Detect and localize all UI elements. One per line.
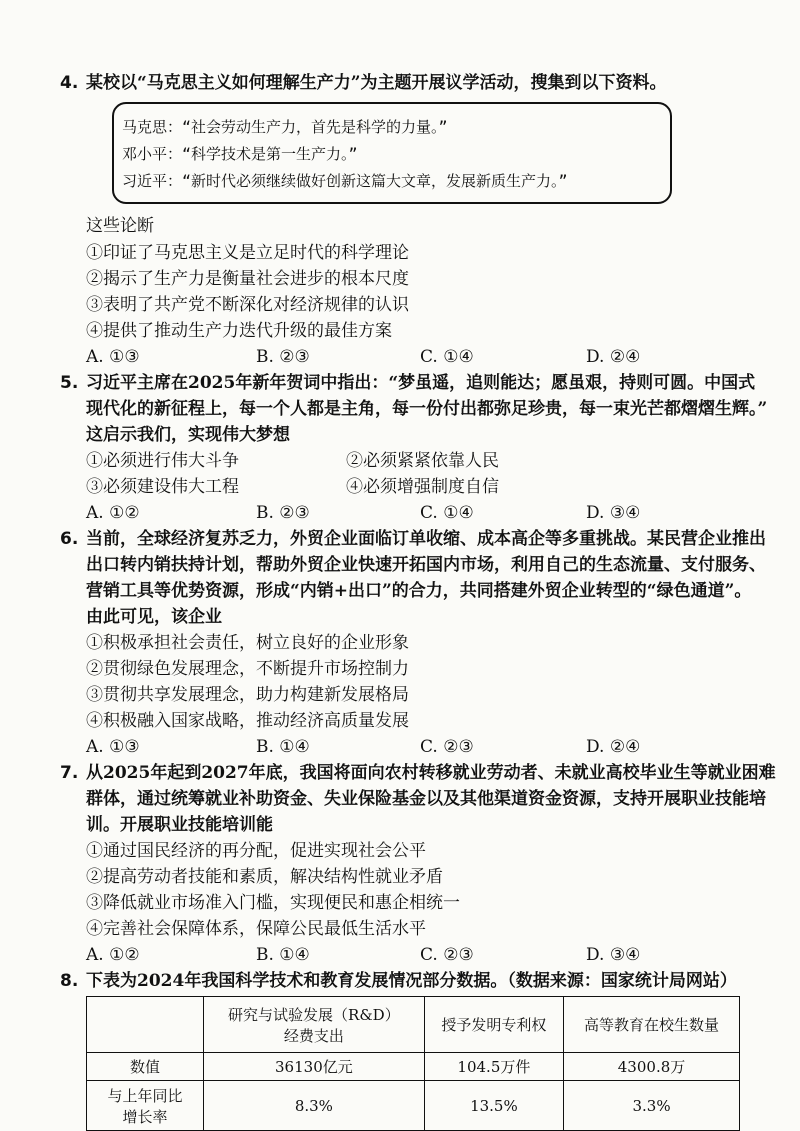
data-table (86, 996, 740, 1131)
quote-line: 马克思：“社会劳动生产力，首先是科学的力量。” (122, 118, 448, 136)
table-cell: 36130亿元 (204, 1053, 425, 1081)
answer-option[interactable]: D. ③④ (586, 945, 641, 965)
statement-item: ③降低就业市场准入门槛，实现便民和惠企相统一 (86, 893, 460, 913)
statement-item: ①印证了马克思主义是立足时代的科学理论 (86, 243, 409, 263)
question-stem: 某校以“马克思主义如何理解生产力”为主题开展议学活动，搜集到以下资料。 (86, 73, 667, 93)
table-header-cell: 高等教育在校生数量 (564, 997, 740, 1053)
answer-option[interactable]: B. ①④ (256, 945, 310, 965)
question-stem: 从2025年起到2027年底，我国将面向农村转移就业劳动者、未就业高校毕业生等就业困难 (86, 763, 776, 783)
question-stem: 习近平主席在2025年新年贺词中指出：“梦虽遥，追则能达；愿虽艰，持则可圆。中国式 (86, 373, 756, 393)
statement-item: ②揭示了生产力是衡量社会进步的根本尺度 (86, 269, 409, 289)
statement-item: ②贯彻绿色发展理念，不断提升市场控制力 (86, 659, 409, 679)
table-row (87, 1053, 740, 1081)
table-row-header: 与上年同比 增长率 (87, 1081, 204, 1131)
answer-option[interactable]: D. ②④ (586, 737, 641, 757)
table-cell: 3.3% (564, 1081, 740, 1131)
answer-option[interactable]: C. ②③ (420, 737, 474, 757)
quote-box (112, 102, 672, 204)
question-stem: 营销工具等优势资源，形成“内销+出口”的合力，共同搭建外贸企业转型的“绿色通道”。 (86, 581, 752, 601)
statement-item: ①积极承担社会责任，树立良好的企业形象 (86, 633, 409, 653)
answer-option[interactable]: D. ③④ (586, 503, 641, 523)
statement-item: ④积极融入国家战略，推动经济高质量发展 (86, 711, 409, 731)
table-cell: 8.3% (204, 1081, 425, 1131)
answer-option[interactable]: A. ①③ (86, 347, 140, 367)
answer-option[interactable]: B. ①④ (256, 737, 310, 757)
answer-option[interactable]: C. ①④ (420, 347, 474, 367)
table-header-cell: 授予发明专利权 (424, 997, 563, 1053)
question-stem: 由此可见，该企业 (86, 607, 222, 627)
table-cell: 104.5万件 (424, 1053, 563, 1081)
answer-option[interactable]: A. ①② (86, 945, 140, 965)
question-stem: 这启示我们，实现伟大梦想 (86, 425, 290, 445)
table-cell: 13.5% (424, 1081, 563, 1131)
answer-option[interactable]: B. ②③ (256, 503, 310, 523)
question-stem: 群体，通过统筹就业补助资金、失业保险基金以及其他渠道资金资源，支持开展职业技能培 (86, 789, 766, 809)
answer-option[interactable]: A. ①③ (86, 737, 140, 757)
table-row (87, 1081, 740, 1131)
statement-item: ③贯彻共享发展理念，助力构建新发展格局 (86, 685, 409, 705)
answer-option[interactable]: C. ②③ (420, 945, 474, 965)
question-number: 8. (60, 971, 79, 991)
question-number: 5. (60, 373, 79, 393)
answer-option[interactable]: D. ②④ (586, 347, 641, 367)
statement-item: ④提供了推动生产力迭代升级的最佳方案 (86, 321, 392, 341)
question-stem: 下表为2024年我国科学技术和教育发展情况部分数据。（数据来源：国家统计局网站） (86, 971, 737, 991)
statement-item: ①通过国民经济的再分配，促进实现社会公平 (86, 841, 426, 861)
answer-option[interactable]: A. ①② (86, 503, 140, 523)
quote-line: 邓小平：“科学技术是第一生产力。” (122, 145, 358, 163)
question-lead: 这些论断 (86, 216, 154, 236)
statement-item: ④完善社会保障体系，保障公民最低生活水平 (86, 919, 426, 939)
question-number: 7. (60, 763, 79, 783)
question-stem: 现代化的新征程上，每一个人都是主角，每一份付出都弥足珍贵，每一束光芒都熠熠生辉。” (86, 399, 768, 419)
question-stem: 当前，全球经济复苏乏力，外贸企业面临订单收缩、成本高企等多重挑战。某民营企业推出 (86, 529, 766, 549)
answer-option[interactable]: B. ②③ (256, 347, 310, 367)
statement-item: ②提高劳动者技能和素质，解决结构性就业矛盾 (86, 867, 443, 887)
statement-item: ②必须紧紧依靠人民 (346, 451, 499, 471)
question-stem: 出口转内销扶持计划，帮助外贸企业快速开拓国内市场，利用自己的生态流量、支付服务、 (86, 555, 766, 575)
quote-line: 习近平：“新时代必须继续做好创新这篇大文章，发展新质生产力。” (122, 172, 568, 190)
statement-item: ③必须建设伟大工程 (86, 477, 239, 497)
statement-item: ③表明了共产党不断深化对经济规律的认识 (86, 295, 409, 315)
table-header-cell: 研究与试验发展（R&D） 经费支出 (204, 997, 425, 1053)
question-stem: 训。开展职业技能培训能 (86, 815, 273, 835)
table-corner-cell (87, 997, 204, 1053)
statement-item: ①必须进行伟大斗争 (86, 451, 239, 471)
table-header-row (87, 997, 740, 1053)
table-cell: 4300.8万 (564, 1053, 740, 1081)
answer-option[interactable]: C. ①④ (420, 503, 474, 523)
question-number: 4. (60, 73, 79, 93)
table-row-header: 数值 (87, 1053, 204, 1081)
question-number: 6. (60, 529, 79, 549)
statement-item: ④必须增强制度自信 (346, 477, 499, 497)
